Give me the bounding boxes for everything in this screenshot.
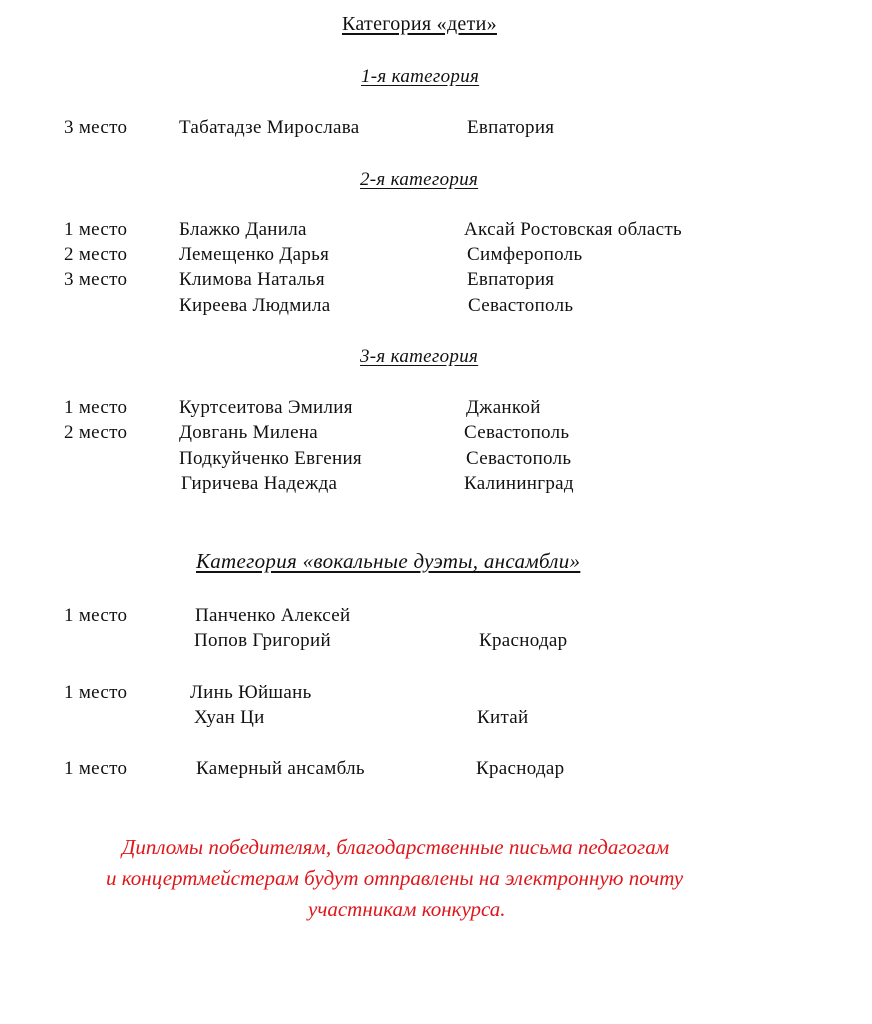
notice-line-3: участникам конкурса. (308, 897, 506, 921)
page-title: Категория «дети» (342, 13, 497, 35)
participant-name: Камерный ансамбль (196, 758, 365, 779)
participant-name: Лемещенко Дарья (179, 244, 330, 265)
participant-name: Подкуйченко Евгения (179, 448, 362, 469)
participant-name: Блажко Данила (179, 219, 307, 240)
participant-name: Линь Юйшань (190, 682, 312, 703)
participant-city: Евпатория (467, 269, 555, 290)
participant-city: Севастополь (468, 295, 574, 316)
place-label: 1 место (64, 219, 128, 240)
participant-name: Гиричева Надежда (181, 473, 338, 494)
participant-city: Краснодар (479, 630, 568, 651)
participant-name: Климова Наталья (179, 269, 325, 290)
participant-name: Панченко Алексей (195, 605, 351, 626)
ensemble-heading: Категория «вокальные дуэты, ансамбли» (196, 549, 581, 573)
place-label: 2 место (64, 244, 128, 265)
participant-city: Севастополь (464, 422, 570, 443)
participant-name: Куртсеитова Эмилия (179, 397, 353, 418)
notice-line-1: Дипломы победителям, благодарственные письма педагогам (122, 835, 670, 859)
section-heading-1: 1-я категория (361, 66, 480, 87)
notice-line-2: и концертмейстерам будут отправлены на электронную почту (106, 866, 684, 890)
place-label: 3 место (64, 269, 128, 290)
participant-name: Довгань Милена (179, 422, 319, 443)
section-heading-2: 2-я категория (360, 169, 479, 190)
section-heading-3: 3-я категория (360, 346, 479, 367)
participant-name: Хуан Ци (194, 707, 265, 728)
participant-city: Севастополь (466, 448, 572, 469)
participant-name: Попов Григорий (194, 630, 331, 651)
place-label: 3 место (64, 117, 128, 138)
participant-city: Джанкой (466, 397, 541, 418)
place-label: 1 место (64, 682, 128, 703)
place-label: 1 место (64, 397, 128, 418)
participant-city: Симферополь (467, 244, 583, 265)
place-label: 1 место (64, 605, 128, 626)
participant-name: Киреева Людмила (179, 295, 331, 316)
participant-name: Табатадзе Мирослава (179, 117, 360, 138)
participant-city: Калининград (464, 473, 574, 494)
participant-city: Евпатория (467, 117, 555, 138)
participant-city: Краснодар (476, 758, 565, 779)
place-label: 1 место (64, 758, 128, 779)
place-label: 2 место (64, 422, 128, 443)
participant-city: Китай (477, 707, 529, 728)
participant-city: Аксай Ростовская область (464, 219, 682, 240)
